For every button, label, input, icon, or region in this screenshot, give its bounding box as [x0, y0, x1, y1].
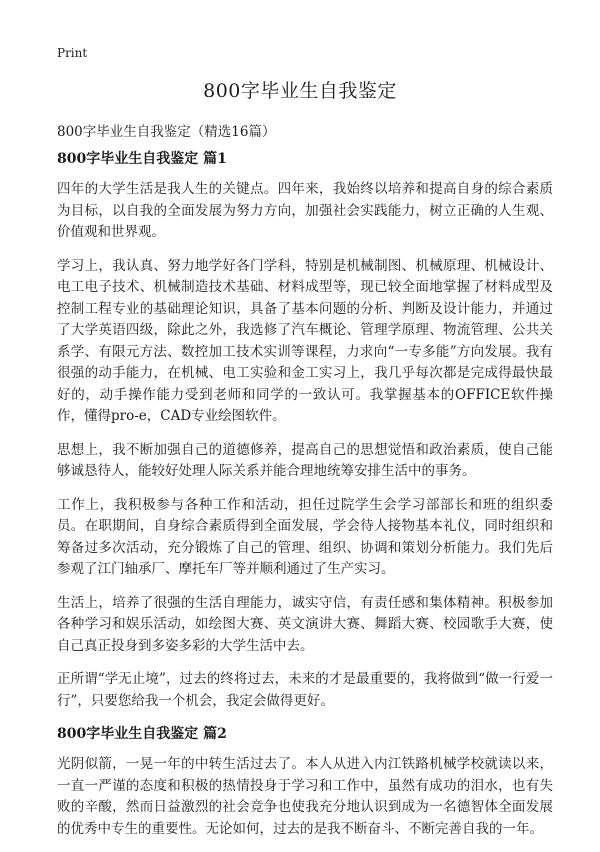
section-heading: 800字毕业生自我鉴定 篇1 — [57, 151, 227, 167]
paragraph: 工作上，我积极参与各种工作和活动，担任过院学生会学习部部长和班的组织委员。在职期间，自身综合素质得到全面发展，学会待人接物基本礼仪，同时组织和筹备过多次活动，充分锻炼了自己的管理、组织、协调和策划分析能力。我们先后参观了江门轴承厂、摩托车厂等并顺利通过了生产实习。 — [57, 496, 553, 577]
paragraph: 思想上，我不断加强自己的道德修养，提高自己的思想觉悟和政治素质，使自己能够诚恳待人，能较好处理人际关系并能合理地统筹安排生活中的事务。 — [57, 441, 553, 479]
paragraph: 学习上，我认真、努力地学好各门学科，特别是机械制图、机械原理、机械设计、电工电子技术、机械制造技术基础、材料成型等，现已较全面地掌握了材料成型及控制工程专业的基础理论知识，具备了基本问题的分析、判断及设计能力，并通过了大学英语四级，除此之外，我选修了汽车概论、管理学原理、物流管理、公共关系学、有限元方法、数控加工技术实训等课程，力求向“一专多能”方向发展。我有很强的动手能力，在机械、电工实验和金工实习上，我几乎每次都是完成得最快最好的，动手操作能力受到老师和同学的一致认可。我掌握基本的OFFICE软件操作，懂得pro-e，CAD专业绘图软件。 — [57, 257, 553, 424]
paragraph: 光阴似箭，一晃一年的中转生活过去了。本人从进入内江铁路机械学校就读以来，一直一严谨的态度和积极的热情投身于学习和工作中，虽然有成功的泪水，也有失败的辛酸，然而日益激烈的社会竞争也使我充分地认识到成为一名德智体全面发展的优秀中专生的重要性。无论如何，过去的是我不断奋斗、不断完善自我的一年。 — [57, 756, 553, 837]
document-subtitle: 800字毕业生自我鉴定（精选16篇） — [57, 124, 276, 140]
section-heading: 800字毕业生自我鉴定 篇2 — [57, 726, 227, 742]
document-content — [57, 149, 553, 852]
paragraph: 正所谓“学无止境”，过去的终将过去，未来的才是最重要的，我将做到“做一行爱一行”，只要您给我一个机会，我定会做得更好。 — [57, 671, 553, 709]
section-2 — [57, 724, 553, 840]
page-title: 800字毕业生自我鉴定 — [203, 80, 397, 102]
paragraph: 四年的大学生活是我人生的关键点。四年来，我始终以培养和提高自身的综合素质为目标，以自我的全面发展为努力方向，加强社会实践能力，树立正确的人生观、价值观和世界观。 — [57, 181, 553, 240]
section-1 — [57, 149, 553, 712]
paragraph: 生活上，培养了很强的生活自理能力，诚实守信，有责任感和集体精神。积极参加各种学习和娱乐活动，如绘图大赛、英文演讲大赛、舞蹈大赛、校园歌手大赛，使自己真正投身到多姿多彩的大学生活中去。 — [57, 594, 553, 654]
print-link[interactable]: Print — [57, 46, 88, 60]
